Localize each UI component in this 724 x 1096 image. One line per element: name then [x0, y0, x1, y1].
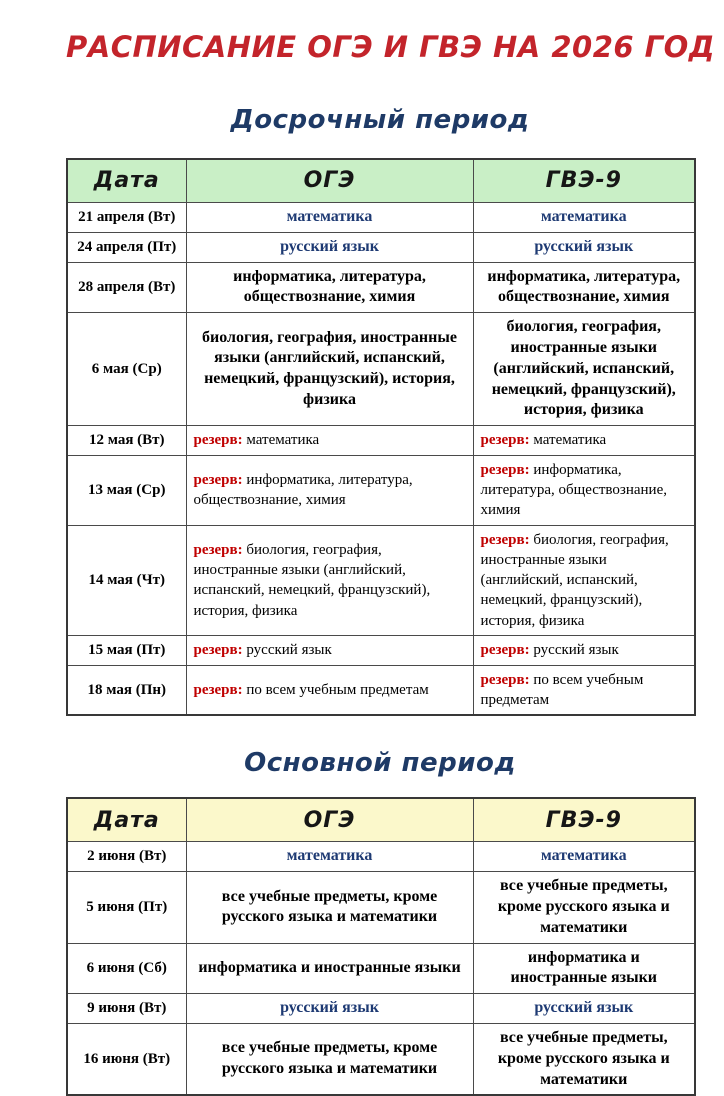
reserve-label: резерв: — [480, 531, 530, 548]
reserve-label: резерв: — [193, 472, 243, 489]
gve-cell: все учебные предметы, кроме русского языка и математики — [473, 1023, 695, 1095]
date-cell: 18 мая (Пн) — [67, 665, 186, 715]
date-cell: 13 мая (Ср) — [67, 455, 186, 525]
table-row — [67, 665, 695, 715]
gve-cell: математика — [473, 842, 695, 872]
date-cell: 5 июня (Пт) — [67, 872, 186, 943]
oge-cell: математика — [186, 842, 473, 872]
table-row — [67, 313, 695, 426]
oge-cell: резерв: математика — [186, 426, 473, 456]
date-cell: 24 апреля (Пт) — [67, 232, 186, 262]
gve-cell: резерв: математика — [473, 426, 695, 456]
oge-cell: русский язык — [186, 994, 473, 1024]
table-row — [67, 525, 695, 635]
gve-cell: информатика, литература, обществознание, химия — [473, 262, 695, 313]
oge-cell: все учебные предметы, кроме русского языка и математики — [186, 872, 473, 943]
table-row — [67, 262, 695, 313]
early-period-heading: Досрочный период — [230, 104, 530, 135]
table-row — [67, 426, 695, 456]
gve-cell: информатика и иностранные языки — [473, 943, 695, 994]
date-cell: 12 мая (Вт) — [67, 426, 186, 456]
date-cell: 21 апреля (Вт) — [67, 202, 186, 232]
gve-cell: биология, география, иностранные языки (английский, испанский, немецкий, французский), история, физика — [473, 313, 695, 426]
date-cell: 16 июня (Вт) — [67, 1023, 186, 1095]
date-cell: 15 мая (Пт) — [67, 635, 186, 665]
table-row — [67, 994, 695, 1024]
document-page — [0, 30, 724, 1088]
gve-cell: резерв: биология, география, иностранные языки (английский, испанский, немецкий, французский), история, физика — [473, 525, 695, 635]
column-header-gve9: ГВЭ-9 — [473, 798, 695, 842]
main-period-heading: Основной период — [244, 748, 516, 779]
date-cell: 2 июня (Вт) — [67, 842, 186, 872]
table-row — [67, 842, 695, 872]
oge-cell: русский язык — [186, 232, 473, 262]
oge-cell: резерв: русский язык — [186, 635, 473, 665]
oge-cell: биология, география, иностранные языки (английский, испанский, немецкий, французский), история, физика — [186, 313, 473, 426]
document-content — [66, 30, 716, 1096]
reserve-label: резерв: — [480, 671, 530, 688]
reserve-label: резерв: — [193, 642, 243, 659]
date-cell: 14 мая (Чт) — [67, 525, 186, 635]
oge-cell: резерв: информатика, литература, обществознание, химия — [186, 455, 473, 525]
date-cell: 6 июня (Сб) — [67, 943, 186, 994]
oge-cell: информатика, литература, обществознание, химия — [186, 262, 473, 313]
oge-cell: резерв: по всем учебным предметам — [186, 665, 473, 715]
gve-cell: русский язык — [473, 994, 695, 1024]
table-row — [67, 1023, 695, 1095]
column-header-oge: ОГЭ — [186, 159, 473, 203]
gve-cell: резерв: русский язык — [473, 635, 695, 665]
table-row — [67, 872, 695, 943]
oge-cell: резерв: биология, география, иностранные языки (английский, испанский, немецкий, французский), история, физика — [186, 525, 473, 635]
date-cell: 9 июня (Вт) — [67, 994, 186, 1024]
column-header-date: Дата — [67, 798, 186, 842]
section-main-period — [66, 748, 694, 1096]
main-period-table — [66, 797, 696, 1096]
date-cell: 6 мая (Ср) — [67, 313, 186, 426]
column-header-date: Дата — [67, 159, 186, 203]
column-header-oge: ОГЭ — [186, 798, 473, 842]
table-header-row — [67, 798, 695, 842]
reserve-label: резерв: — [193, 432, 243, 449]
gve-cell: резерв: информатика, литература, обществознание, химия — [473, 455, 695, 525]
table-header-row — [67, 159, 695, 203]
reserve-label: резерв: — [480, 461, 530, 478]
gve-cell: все учебные предметы, кроме русского языка и математики — [473, 872, 695, 943]
table-row — [67, 202, 695, 232]
page-title: РАСПИСАНИЕ ОГЭ И ГВЭ НА 2026 ГОД — [66, 30, 716, 64]
section-early-period — [66, 105, 694, 716]
table-row — [67, 232, 695, 262]
date-cell: 28 апреля (Вт) — [67, 262, 186, 313]
reserve-label: резерв: — [480, 432, 530, 449]
reserve-label: резерв: — [193, 681, 243, 698]
early-period-table — [66, 158, 696, 716]
gve-cell: резерв: по всем учебным предметам — [473, 665, 695, 715]
table-row — [67, 635, 695, 665]
table-row — [67, 455, 695, 525]
oge-cell: информатика и иностранные языки — [186, 943, 473, 994]
table-row — [67, 943, 695, 994]
reserve-label: резерв: — [193, 541, 243, 558]
gve-cell: математика — [473, 202, 695, 232]
oge-cell: все учебные предметы, кроме русского языка и математики — [186, 1023, 473, 1095]
oge-cell: математика — [186, 202, 473, 232]
reserve-label: резерв: — [480, 642, 530, 659]
column-header-gve9: ГВЭ-9 — [473, 159, 695, 203]
gve-cell: русский язык — [473, 232, 695, 262]
